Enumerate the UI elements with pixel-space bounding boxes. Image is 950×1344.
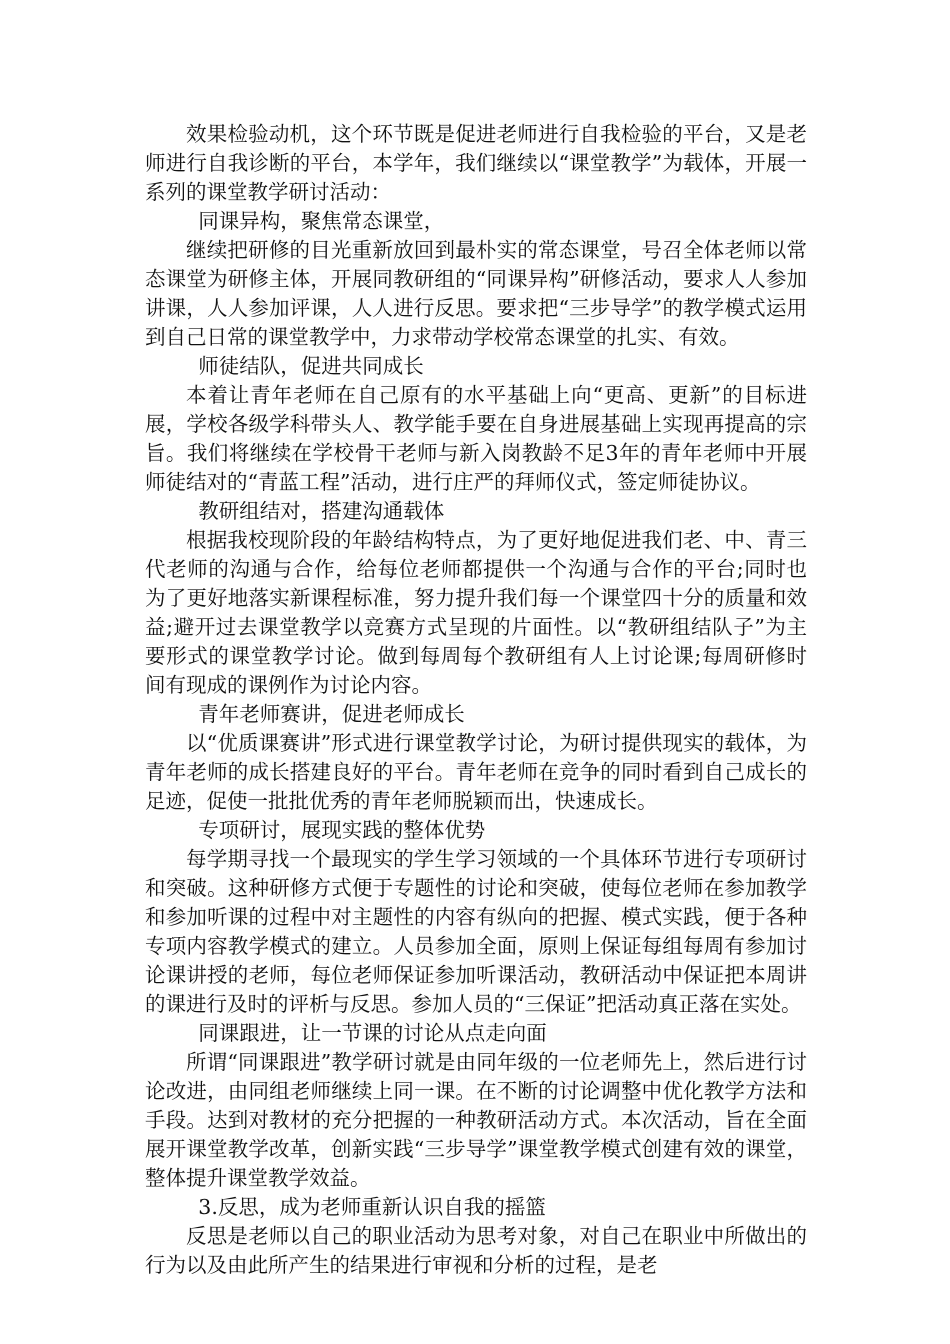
section-heading: 同课跟进，让一节课的讨论从点走向面 <box>198 1021 547 1045</box>
section-heading: 专项研讨，展现实践的整体优势 <box>198 818 486 842</box>
section-heading: 教研组结对，搭建沟通载体 <box>198 499 445 523</box>
body-paragraph: 以“优质课赛讲”形式进行课堂教学讨论，为研讨提供现实的载体，为青年老师的成长搭建良好的平台。青年老师在竞争的同时看到自己成长的足迹，促使一批批优秀的青年老师脱颖而出，快速成长。 <box>145 731 807 813</box>
section-heading: 同课异构，聚焦常态课堂， <box>198 209 445 233</box>
section-heading: 师徒结队，促进共同成长 <box>198 354 424 378</box>
body-paragraph: 每学期寻找一个最现实的学生学习领域的一个具体环节进行专项研讨和突破。这种研修方式便于专题性的讨论和突破，使每位老师在参加教学和参加听课的过程中对主题性的内容有纵向的把握、模式实践，便于各种专项内容教学模式的建立。人员参加全面，原则上保证每组每周有参加讨论课讲授的老师，每位老师保证参加听课活动，教研活动中保证把本周讲的课进行及时的评析与反思。参加人员的“三保证”把活动真正落在实处。 <box>145 847 807 1016</box>
body-paragraph: 所谓“同课跟进”教学研讨就是由同年级的一位老师先上，然后进行讨论改进，由同组老师继续上同一课。在不断的讨论调整中优化教学方法和手段。达到对教材的充分把握的一种教研活动方式。本次活动，旨在全面展开课堂教学改革，创新实践“三步导学”课堂教学模式创建有效的课堂，整体提升课堂教学效益。 <box>145 1050 807 1190</box>
section-heading: 青年老师赛讲，促进老师成长 <box>198 702 465 726</box>
section-heading: 3.反思，成为老师重新认识自我的摇篮 <box>198 1195 546 1219</box>
body-paragraph: 反思是老师以自己的职业活动为思考对象，对自己在职业中所做出的行为以及由此所产生的结果进行审视和分析的过程，是老 <box>145 1224 807 1277</box>
document-page <box>145 120 807 1280</box>
body-paragraph: 本着让青年老师在自己原有的水平基础上向“更高、更新”的目标进展，学校各级学科带头人、教学能手要在自身进展基础上实现再提高的宗旨。我们将继续在学校骨干老师与新入岗教龄不足3年的青年老师中开展 师徒结对的“青蓝工程”活动，进行庄严的拜师仪式，签定师徒协议。 <box>145 383 807 494</box>
body-paragraph: 根据我校现阶段的年龄结构特点，为了更好地促进我们老、中、青三代老师的沟通与合作，给每位老师都提供一个沟通与合作的平台;同时也为了更好地落实新课程标准，努力提升我们每一个课堂四十分的质量和效益;避开过去课堂教学以竞赛方式呈现的片面性。以“教研组结队子”为主要形式的课堂教学讨论。做到每周每个教研组有人上讨论课;每周研修时间有现成的课例作为讨论内容。 <box>145 528 807 697</box>
body-paragraph: 继续把研修的目光重新放回到最朴实的常态课堂，号召全体老师以常态课堂为研修主体，开展同教研组的“同课异构”研修活动，要求人人参加讲课，人人参加评课，人人进行反思。要求把“三步导学”的教学模式运用到自己日常的课堂教学中，力求带动学校常态课堂的扎实、有效。 <box>145 238 807 349</box>
body-paragraph: 效果检验动机，这个环节既是促进老师进行自我检验的平台，又是老师进行自我诊断的平台，本学年，我们继续以“课堂教学”为载体，开展一系列的课堂教学研讨活动： <box>145 122 807 204</box>
